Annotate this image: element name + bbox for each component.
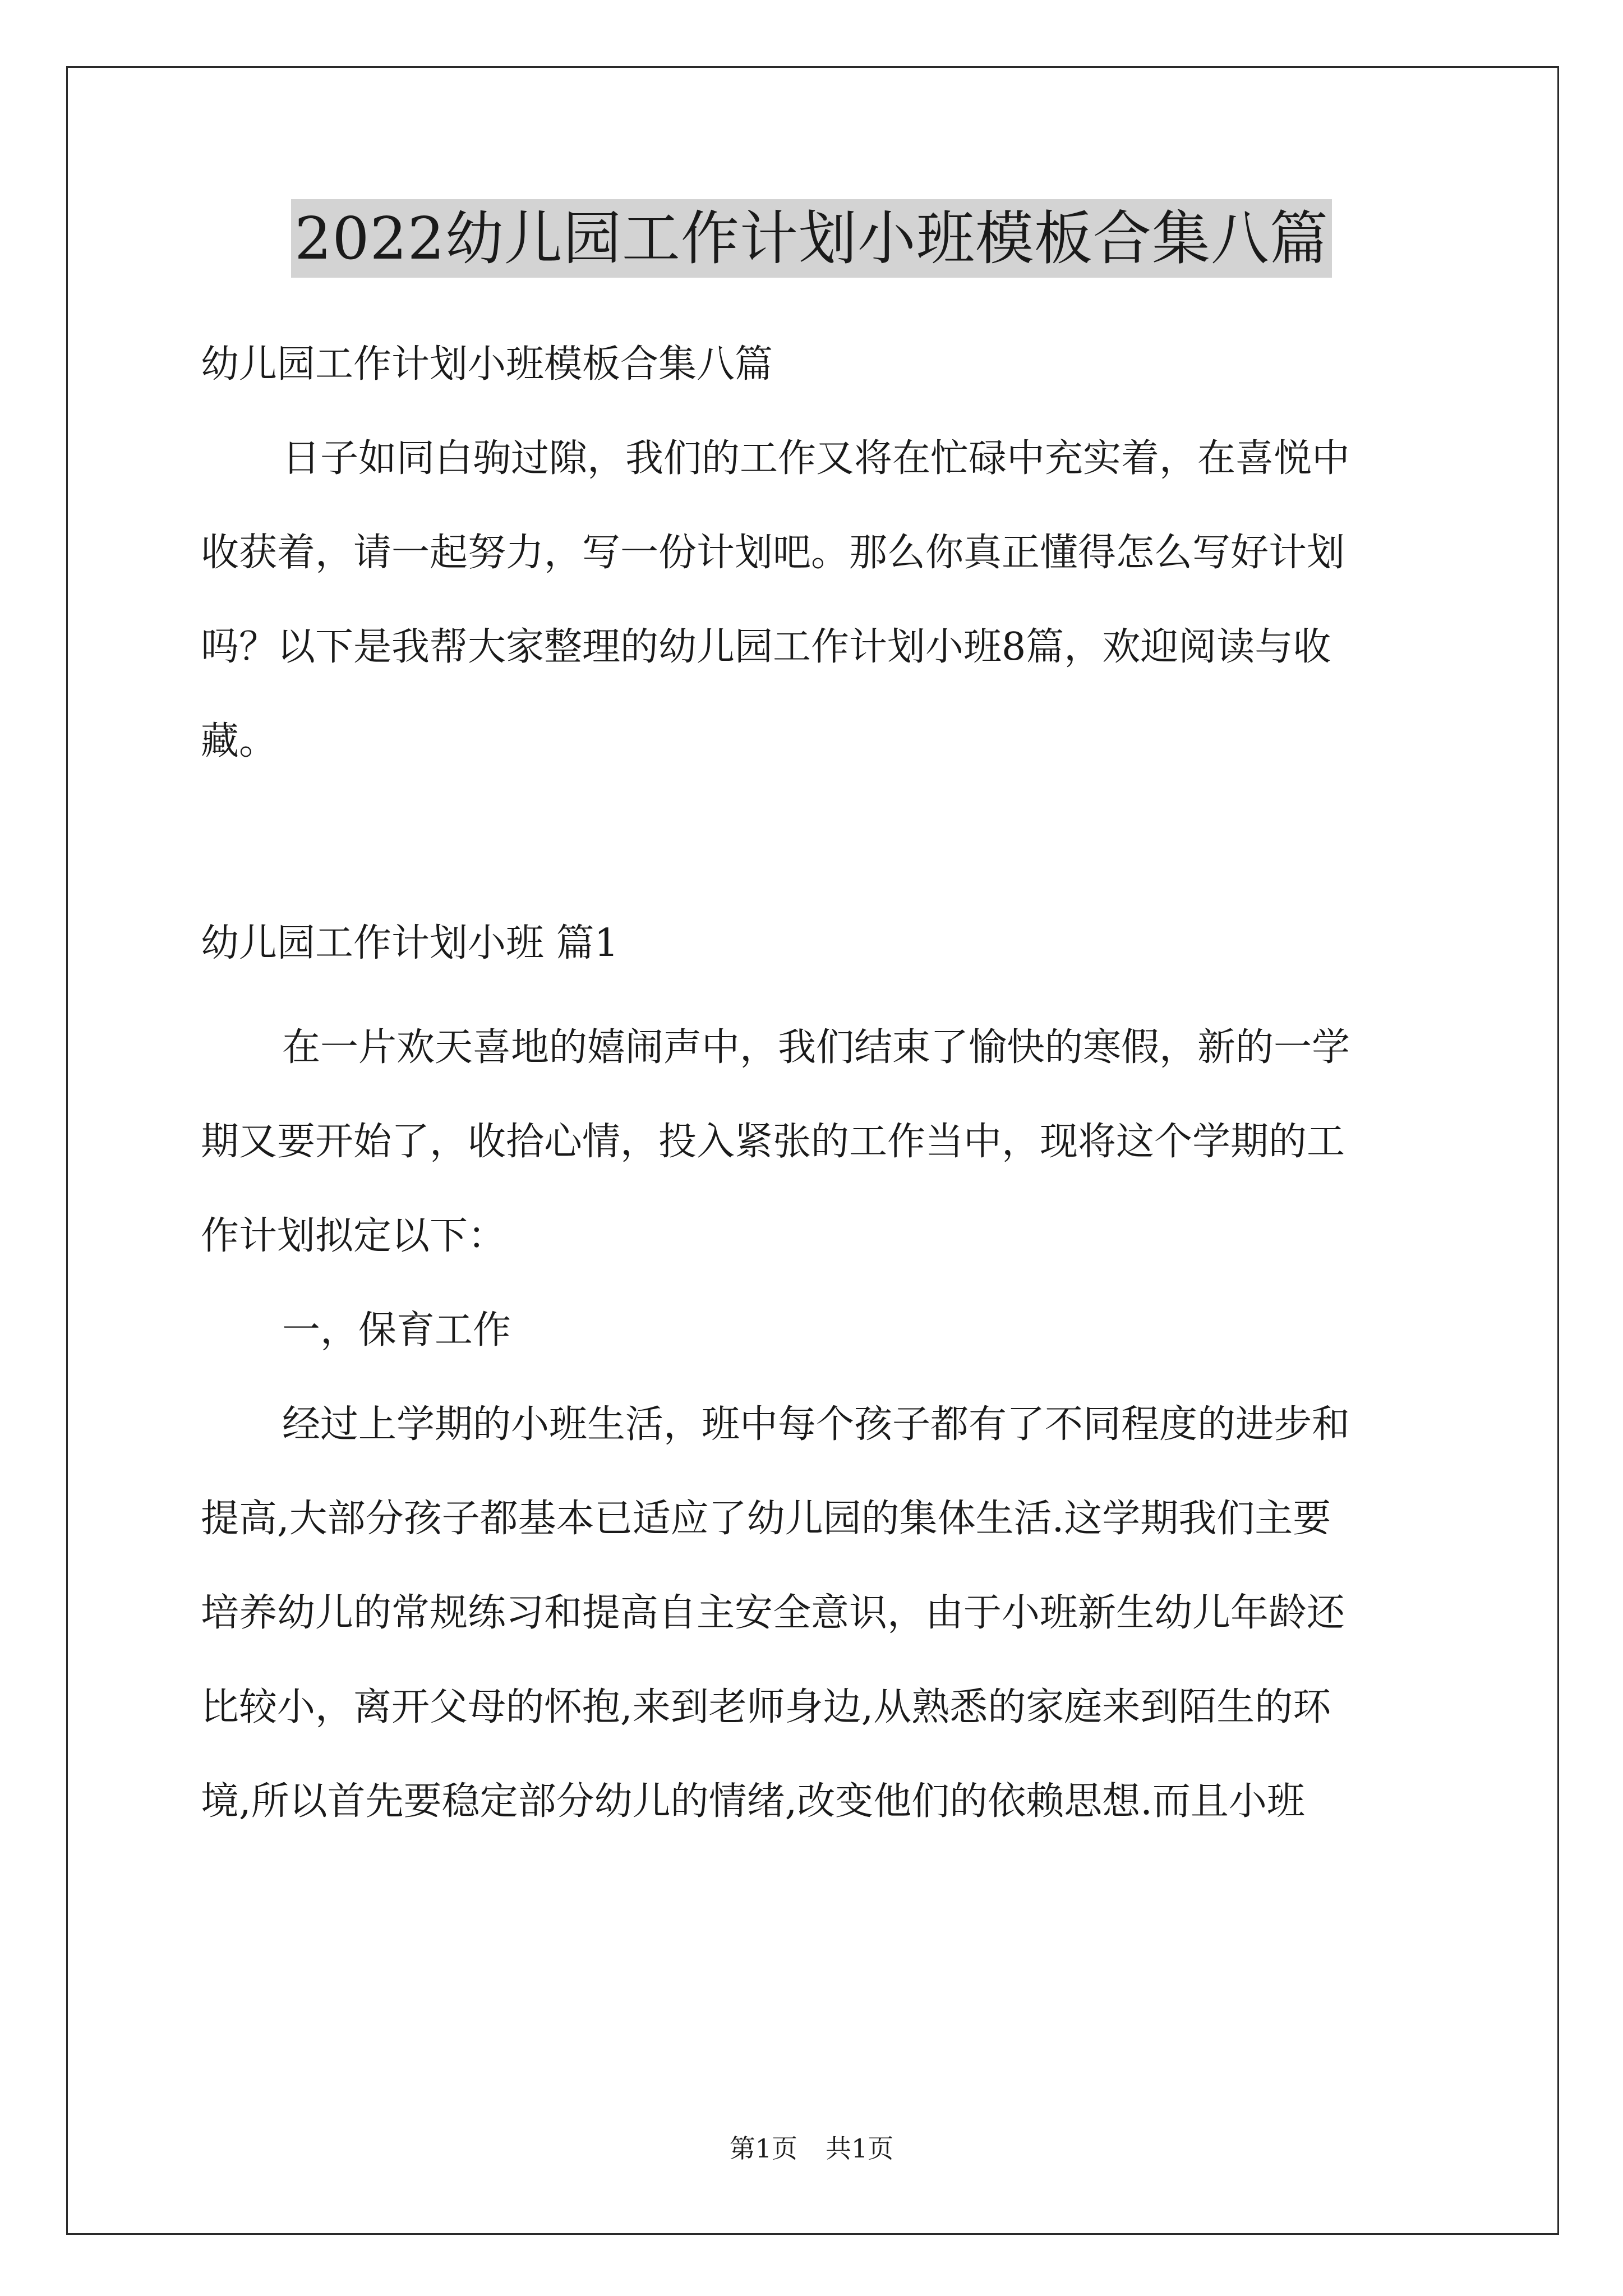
title-container xyxy=(0,199,1623,278)
subheading: 一，保育工作 xyxy=(282,1308,511,1352)
section-paragraph-line: 在一片欢天喜地的嬉闹声中，我们结束了愉快的寒假，新的一学 xyxy=(282,1025,1350,1070)
intro-line: 收获着，请一起努力，写一份计划吧。那么你真正懂得怎么写好计划 xyxy=(201,531,1345,575)
body-line: 经过上学期的小班生活，班中每个孩子都有了不同程度的进步和 xyxy=(282,1402,1350,1447)
intro-line: 吗？以下是我帮大家整理的幼儿园工作计划小班8篇，欢迎阅读与收 xyxy=(201,625,1331,669)
section-paragraph-line: 作计划拟定以下： xyxy=(201,1214,506,1258)
body-line: 比较小，离开父母的怀抱,来到老师身边,从熟悉的家庭来到陌生的环 xyxy=(201,1685,1331,1729)
document-subtitle: 幼儿园工作计划小班模板合集八篇 xyxy=(201,342,773,386)
page-total: 共1页 xyxy=(826,2133,894,2164)
intro-line: 藏。 xyxy=(201,719,278,763)
body-line: 培养幼儿的常规练习和提高自主安全意识，由于小班新生幼儿年龄还 xyxy=(201,1591,1345,1635)
section-heading: 幼儿园工作计划小班 篇1 xyxy=(201,921,619,965)
section-paragraph-line: 期又要开始了，收拾心情，投入紧张的工作当中，现将这个学期的工 xyxy=(201,1120,1345,1164)
body-line: 境,所以首先要稳定部分幼儿的情绪,改变他们的依赖思想.而且小班 xyxy=(201,1779,1305,1824)
document-title: 2022幼儿园工作计划小班模板合集八篇 xyxy=(291,199,1332,278)
page-footer xyxy=(0,2132,1623,2165)
body-line: 提高,大部分孩子都基本已适应了幼儿园的集体生活.这学期我们主要 xyxy=(201,1497,1331,1541)
intro-line: 日子如同白驹过隙，我们的工作又将在忙碌中充实着，在喜悦中 xyxy=(282,436,1350,481)
page-number: 第1页 xyxy=(729,2133,797,2164)
